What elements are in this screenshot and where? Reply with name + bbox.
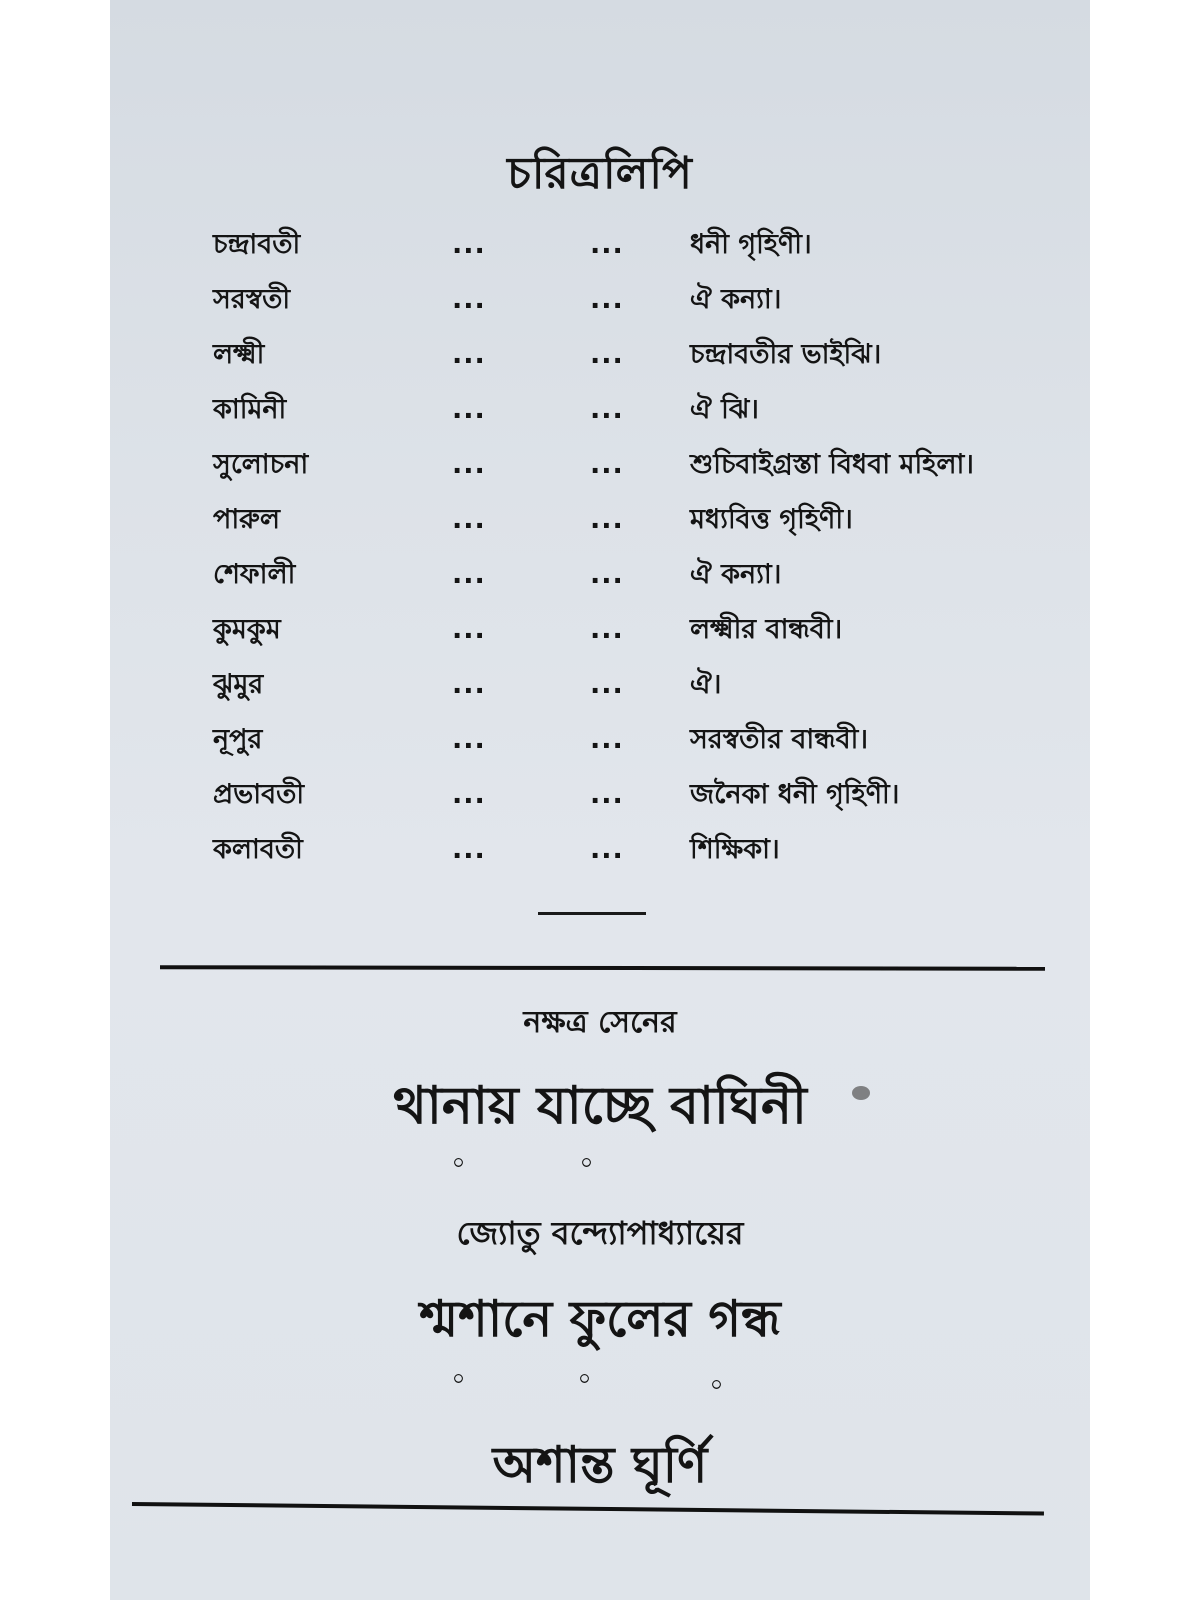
leader-dots: ...	[590, 669, 624, 700]
leader-dots: ...	[452, 504, 486, 535]
book-title: অশান্ত ঘূর্ণি	[492, 1436, 708, 1494]
character-description: চন্দ্রাবতীর ভাইঝি।	[690, 339, 882, 370]
character-description: ঐ ঝি।	[690, 394, 759, 425]
leader-dots: ...	[590, 449, 624, 480]
book-title: থানায় যাচ্ছে বাঘিনী	[393, 1076, 807, 1136]
leader-dots: ...	[452, 339, 486, 370]
character-description: ঐ কন্যা।	[690, 284, 782, 315]
circle-ornament: ০	[452, 1150, 466, 1174]
leader-dots: ...	[590, 229, 624, 260]
book-title: শ্মশানে ফুলের গন্ধ	[419, 1290, 781, 1348]
cast-row	[0, 830, 1200, 885]
character-name: পারুল	[213, 504, 280, 535]
leader-dots: ...	[590, 779, 624, 810]
character-name: চন্দ্রাবতী	[213, 229, 301, 260]
cast-row	[0, 720, 1200, 775]
ink-smudge	[852, 1086, 870, 1100]
leader-dots: ...	[452, 449, 486, 480]
leader-dots: ...	[590, 394, 624, 425]
circle-ornament: ০	[710, 1372, 724, 1396]
cast-row	[0, 610, 1200, 665]
leader-dots: ...	[452, 229, 486, 260]
character-description: ঐ কন্যা।	[690, 559, 782, 590]
cast-row	[0, 555, 1200, 610]
character-name: সুলোচনা	[213, 449, 309, 480]
character-description: সরস্বতীর বান্ধবী।	[690, 724, 869, 755]
cast-list	[0, 225, 1200, 885]
character-description: ঐ।	[690, 669, 722, 700]
leader-dots: ...	[590, 834, 624, 865]
cast-row	[0, 500, 1200, 555]
cast-row	[0, 665, 1200, 720]
character-name: লক্ষ্মী	[213, 339, 265, 370]
character-description: মধ্যবিত্ত গৃহিণী।	[690, 504, 853, 535]
leader-dots: ...	[590, 614, 624, 645]
leader-dots: ...	[452, 284, 486, 315]
character-name: ঝুমুর	[213, 669, 264, 700]
character-name: কলাবতী	[213, 834, 303, 865]
author-credit: জ্যোতু বন্দ্যোপাধ্যায়ের	[456, 1214, 744, 1252]
character-description: জনৈকা ধনী গৃহিণী।	[690, 779, 900, 810]
cast-row	[0, 390, 1200, 445]
character-description: শুচিবাইগ্রস্তা বিধবা মহিলা।	[690, 449, 974, 480]
leader-dots: ...	[590, 339, 624, 370]
circle-ornament: ০	[452, 1366, 466, 1390]
character-name: কামিনী	[213, 394, 287, 425]
circle-ornament: ০	[578, 1366, 592, 1390]
leader-dots: ...	[452, 724, 486, 755]
character-name: শেফালী	[213, 559, 296, 590]
page-title: চরিত্রলিপি	[507, 148, 693, 199]
short-divider	[538, 912, 646, 915]
character-description: শিক্ষিকা।	[690, 834, 780, 865]
character-name: কুমকুম	[213, 614, 281, 645]
cast-row	[0, 335, 1200, 390]
cast-row	[0, 225, 1200, 280]
leader-dots: ...	[590, 284, 624, 315]
leader-dots: ...	[590, 504, 624, 535]
cast-row	[0, 280, 1200, 335]
leader-dots: ...	[452, 559, 486, 590]
circle-ornament: ০	[580, 1150, 594, 1174]
character-name: নূপুর	[213, 724, 263, 755]
leader-dots: ...	[452, 614, 486, 645]
leader-dots: ...	[452, 394, 486, 425]
leader-dots: ...	[452, 834, 486, 865]
character-description: ধনী গৃহিণী।	[690, 229, 812, 260]
leader-dots: ...	[452, 779, 486, 810]
author-credit: নক্ষত্র সেনের	[523, 1005, 677, 1040]
leader-dots: ...	[452, 669, 486, 700]
character-name: সরস্বতী	[213, 284, 291, 315]
cast-row	[0, 775, 1200, 830]
cast-row	[0, 445, 1200, 500]
character-name: প্রভাবতী	[213, 779, 305, 810]
character-description: লক্ষ্মীর বান্ধবী।	[690, 614, 843, 645]
leader-dots: ...	[590, 559, 624, 590]
leader-dots: ...	[590, 724, 624, 755]
